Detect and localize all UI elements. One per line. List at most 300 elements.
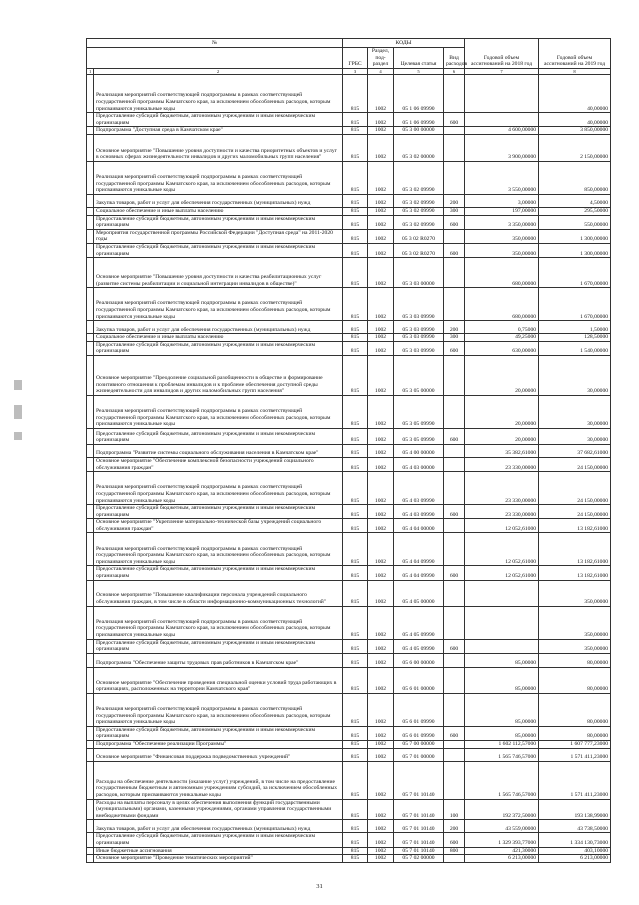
- row-razdel: 1002: [368, 444, 394, 457]
- row-expense-type: 300: [444, 207, 465, 215]
- row-name: Подпрограмма "Доступная среда в Камчатском крае": [94, 127, 343, 135]
- row-expense-type: [444, 580, 465, 606]
- row-grbs: 815: [343, 693, 368, 726]
- row-grbs: 815: [343, 243, 368, 257]
- table-row: [87, 127, 611, 135]
- row-razdel: 1002: [368, 341, 394, 355]
- row-target-article: 05 4 04 00000: [394, 519, 444, 533]
- table-row: [87, 472, 611, 505]
- row-amount-2019: 1 571 411,23000: [539, 748, 611, 761]
- row-amount-2018: 85,00000: [465, 693, 539, 726]
- row-grbs: 815: [343, 726, 368, 740]
- row-name: Реализация мероприятий соответствующей подпрограммы в рамках соответствующей государственной программы Камчатского края, за исключением обособленных расходов, которым присваиваются уникальные коды: [94, 161, 343, 194]
- row-amount-2019: 80,00000: [539, 653, 611, 667]
- row-name: Подпрограмма "Обеспечение реализации Программы": [94, 741, 343, 749]
- row-razdel: 1002: [368, 799, 394, 820]
- row-number-cell: [87, 161, 94, 194]
- row-razdel: 1002: [368, 833, 394, 847]
- row-name: Реализация мероприятий соответствующей подпрограммы в рамках соответствующей государственной программы Камчатского края, за исключением обособленных расходов, которым присваиваются уникальные коды: [94, 75, 343, 113]
- row-amount-2018: 1 565 746,57000: [465, 748, 539, 761]
- row-expense-type: 100: [444, 799, 465, 820]
- table-row: [87, 606, 611, 639]
- row-name: Реализация мероприятий соответствующей подпрограммы в рамках соответствующей государственной программы Камчатского края, за исключением обособленных расходов, которым присваиваются уникальные коды: [94, 472, 343, 505]
- row-expense-type: 600: [444, 215, 465, 229]
- row-expense-type: 300: [444, 334, 465, 342]
- row-razdel: 1002: [368, 127, 394, 135]
- row-number-cell: [87, 653, 94, 667]
- row-amount-2019: 1 670,00000: [539, 258, 611, 288]
- row-amount-2018: 49,25000: [465, 334, 539, 342]
- row-expense-type: [444, 134, 465, 161]
- row-amount-2019: 24 150,00000: [539, 505, 611, 519]
- row-grbs: 815: [343, 113, 368, 127]
- row-expense-type: [444, 161, 465, 194]
- row-grbs: 815: [343, 505, 368, 519]
- row-expense-type: 200: [444, 820, 465, 833]
- row-razdel: 1002: [368, 580, 394, 606]
- row-target-article: 05 3 02 09990: [394, 215, 444, 229]
- row-expense-type: 200: [444, 321, 465, 334]
- row-razdel: 1002: [368, 395, 394, 428]
- table-row: [87, 134, 611, 161]
- row-razdel: 1002: [368, 855, 394, 863]
- row-number-cell: [87, 566, 94, 580]
- row-amount-2018: 1 602 112,57000: [465, 741, 539, 749]
- row-target-article: 05 4 03 00000: [394, 457, 444, 471]
- table-row: [87, 161, 611, 194]
- row-number-cell: [87, 444, 94, 457]
- row-expense-type: [444, 606, 465, 639]
- row-amount-2018: [465, 113, 539, 127]
- table-row: [87, 75, 611, 113]
- row-expense-type: [444, 457, 465, 471]
- row-name: Подпрограмма "Развитие системы социального обслуживания населения в Камчатском крае": [94, 444, 343, 457]
- row-razdel: 1002: [368, 243, 394, 257]
- row-number-cell: [87, 229, 94, 243]
- row-number-cell: [87, 799, 94, 820]
- row-name: Основное мероприятие "Повышение уровня доступности и качества реабилитационных услуг (развитие системы реабилитации и социальной интеграции инвалидов в обществе)": [94, 258, 343, 288]
- table-row: [87, 258, 611, 288]
- row-amount-2019: 1 300,00000: [539, 229, 611, 243]
- row-target-article: 05 4 03 09990: [394, 472, 444, 505]
- row-target-article: 05 7 01 00000: [394, 748, 444, 761]
- row-amount-2019: 1 670,00000: [539, 288, 611, 321]
- row-amount-2019: 30,00000: [539, 355, 611, 395]
- row-expense-type: [444, 258, 465, 288]
- row-grbs: 815: [343, 215, 368, 229]
- row-target-article: 05 3 05 00000: [394, 355, 444, 395]
- row-grbs: 815: [343, 639, 368, 653]
- row-number-cell: [87, 820, 94, 833]
- row-expense-type: 200: [444, 194, 465, 207]
- row-target-article: 05 7 00 00000: [394, 741, 444, 749]
- row-amount-2019: 80,00000: [539, 726, 611, 740]
- table-row: [87, 395, 611, 428]
- row-number-cell: [87, 533, 94, 566]
- row-grbs: 815: [343, 472, 368, 505]
- row-razdel: 1002: [368, 693, 394, 726]
- table-row: [87, 194, 611, 207]
- row-name: Основное мероприятие "Проведение тематических мероприятий": [94, 855, 343, 863]
- row-amount-2018: 1 329 393,77000: [465, 833, 539, 847]
- row-razdel: 1002: [368, 161, 394, 194]
- row-target-article: 05 3 02 09990: [394, 194, 444, 207]
- row-target-article: 05 3 03 00000: [394, 258, 444, 288]
- row-razdel: 1002: [368, 288, 394, 321]
- row-name: Основное мероприятие "Финансовая поддержка подведомственных учреждений": [94, 748, 343, 761]
- row-name: Закупка товаров, работ и услуг для обеспечения государственных (муниципальных) нужд: [94, 820, 343, 833]
- row-razdel: 1002: [368, 748, 394, 761]
- row-number-cell: [87, 75, 94, 113]
- row-target-article: 05 7 01 10140: [394, 799, 444, 820]
- row-amount-2018: 197,00000: [465, 207, 539, 215]
- row-target-article: 05 3 02 09990: [394, 161, 444, 194]
- row-razdel: 1002: [368, 334, 394, 342]
- row-amount-2019: 1 300,00000: [539, 243, 611, 257]
- row-amount-2019: 80,00000: [539, 667, 611, 693]
- row-amount-2019: 1 334 130,73000: [539, 833, 611, 847]
- row-razdel: 1002: [368, 258, 394, 288]
- table-row: [87, 444, 611, 457]
- row-number-cell: [87, 741, 94, 749]
- row-expense-type: [444, 653, 465, 667]
- row-name: Основное мероприятие "Укрепление материально-технической базы учреждений социального обслуживания граждан": [94, 519, 343, 533]
- row-expense-type: [444, 355, 465, 395]
- table-row: [87, 321, 611, 334]
- row-amount-2018: 3 350,00000: [465, 215, 539, 229]
- row-grbs: 815: [343, 75, 368, 113]
- row-target-article: 05 3 05 09990: [394, 428, 444, 444]
- row-target-article: 05 7 02 00000: [394, 855, 444, 863]
- row-amount-2018: 6 213,00000: [465, 855, 539, 863]
- table-row: [87, 847, 611, 855]
- row-grbs: 815: [343, 847, 368, 855]
- row-expense-type: 600: [444, 726, 465, 740]
- row-name: Социальное обеспечение и иные выплаты населению: [94, 334, 343, 342]
- row-amount-2018: 421,30000: [465, 847, 539, 855]
- row-amount-2018: 85,00000: [465, 726, 539, 740]
- row-amount-2018: 1 565 746,57000: [465, 761, 539, 799]
- row-number-cell: [87, 855, 94, 863]
- row-amount-2018: 3 900,00000: [465, 134, 539, 161]
- row-grbs: 815: [343, 428, 368, 444]
- row-name: Предоставление субсидий бюджетным, автономным учреждениям и иным некоммерческим организациям: [94, 243, 343, 257]
- row-expense-type: [444, 288, 465, 321]
- row-grbs: 815: [343, 341, 368, 355]
- row-expense-type: 600: [444, 566, 465, 580]
- row-grbs: 815: [343, 207, 368, 215]
- row-name: Предоставление субсидий бюджетным, автономным учреждениям и иным некоммерческим организациям: [94, 639, 343, 653]
- row-grbs: 815: [343, 761, 368, 799]
- row-amount-2018: 23 330,00000: [465, 457, 539, 471]
- row-name: Предоставление субсидий бюджетным, автономным учреждениям и иным некоммерческим организациям: [94, 215, 343, 229]
- row-target-article: 05 3 05 09990: [394, 395, 444, 428]
- table-row: [87, 519, 611, 533]
- row-number-cell: [87, 321, 94, 334]
- row-amount-2019: 1 571 411,23000: [539, 761, 611, 799]
- row-name: Предоставление субсидий бюджетным, автономным учреждениям и иным некоммерческим организациям: [94, 428, 343, 444]
- row-expense-type: 600: [444, 833, 465, 847]
- row-razdel: 1002: [368, 566, 394, 580]
- row-number-cell: [87, 457, 94, 471]
- row-target-article: 05 4 00 00000: [394, 444, 444, 457]
- row-number-cell: [87, 243, 94, 257]
- row-grbs: 815: [343, 667, 368, 693]
- row-target-article: 05 4 04 09990: [394, 566, 444, 580]
- table-row: [87, 855, 611, 863]
- row-grbs: 815: [343, 799, 368, 820]
- table-row: [87, 833, 611, 847]
- table-row: [87, 288, 611, 321]
- row-razdel: 1002: [368, 606, 394, 639]
- row-grbs: 815: [343, 855, 368, 863]
- row-expense-type: 600: [444, 639, 465, 653]
- row-razdel: 1002: [368, 321, 394, 334]
- column-index: 7: [465, 68, 539, 74]
- row-grbs: 815: [343, 395, 368, 428]
- row-razdel: 1002: [368, 505, 394, 519]
- row-amount-2019: 128,50000: [539, 334, 611, 342]
- row-number-cell: [87, 472, 94, 505]
- row-name: Основное мероприятие "Обеспечение комплексной безопасности учреждений социального обслуживания граждан": [94, 457, 343, 471]
- row-amount-2018: 35 382,61000: [465, 444, 539, 457]
- budget-table: [86, 38, 611, 863]
- row-target-article: 05 6 00 00000: [394, 653, 444, 667]
- row-amount-2019: 80,00000: [539, 693, 611, 726]
- row-grbs: 815: [343, 127, 368, 135]
- row-number-cell: [87, 726, 94, 740]
- row-grbs: 815: [343, 566, 368, 580]
- row-expense-type: [444, 395, 465, 428]
- row-amount-2019: 13 182,61000: [539, 566, 611, 580]
- column-index: 1: [87, 68, 94, 74]
- row-amount-2019: 403,10000: [539, 847, 611, 855]
- row-number-cell: [87, 113, 94, 127]
- row-name: Реализация мероприятий соответствующей подпрограммы в рамках соответствующей государственной программы Камчатского края, за исключением обособленных расходов, которым присваиваются уникальные коды: [94, 693, 343, 726]
- table-row: [87, 229, 611, 243]
- row-grbs: 815: [343, 334, 368, 342]
- row-razdel: 1002: [368, 207, 394, 215]
- row-expense-type: [444, 519, 465, 533]
- row-amount-2019: 4,50000: [539, 194, 611, 207]
- row-amount-2018: 85,00000: [465, 653, 539, 667]
- row-name: Реализация мероприятий соответствующей подпрограммы в рамках соответствующей государственной программы Камчатского края, за исключением обособленных расходов, которым присваиваются уникальные коды: [94, 606, 343, 639]
- row-amount-2018: 12 052,61000: [465, 533, 539, 566]
- row-expense-type: 600: [444, 243, 465, 257]
- row-number-cell: [87, 693, 94, 726]
- row-grbs: 815: [343, 833, 368, 847]
- table-row: [87, 334, 611, 342]
- row-number-cell: [87, 505, 94, 519]
- row-amount-2018: 680,00000: [465, 258, 539, 288]
- row-amount-2019: 350,00000: [539, 580, 611, 606]
- row-grbs: 815: [343, 457, 368, 471]
- row-razdel: 1002: [368, 134, 394, 161]
- row-target-article: 05 6 01 00000: [394, 667, 444, 693]
- row-grbs: 815: [343, 580, 368, 606]
- row-target-article: 05 3 03 09990: [394, 321, 444, 334]
- row-name: Закупка товаров, работ и услуг для обеспечения государственных (муниципальных) нужд: [94, 321, 343, 334]
- row-amount-2018: 350,00000: [465, 229, 539, 243]
- row-amount-2018: [465, 580, 539, 606]
- row-number-cell: [87, 395, 94, 428]
- row-razdel: 1002: [368, 653, 394, 667]
- row-name: Иные бюджетные ассигнования: [94, 847, 343, 855]
- row-razdel: 1002: [368, 639, 394, 653]
- row-grbs: 815: [343, 444, 368, 457]
- row-name: Основное мероприятие "Повышение квалификации персонала учреждений социального обслуживания граждан, в том числе в области информационно-коммуникационных технологий": [94, 580, 343, 606]
- table-row: [87, 428, 611, 444]
- row-amount-2018: 12 052,61000: [465, 566, 539, 580]
- row-amount-2018: 85,00000: [465, 667, 539, 693]
- row-grbs: 815: [343, 533, 368, 566]
- header-number: №: [87, 39, 343, 48]
- row-amount-2018: 20,00000: [465, 428, 539, 444]
- row-amount-2019: 24 150,00000: [539, 472, 611, 505]
- row-target-article: 05 1 06 09990: [394, 113, 444, 127]
- row-target-article: 05 3 03 09990: [394, 288, 444, 321]
- row-number-cell: [87, 288, 94, 321]
- row-razdel: 1002: [368, 472, 394, 505]
- row-expense-type: 800: [444, 847, 465, 855]
- page-number: 31: [316, 883, 323, 890]
- row-number-cell: [87, 667, 94, 693]
- row-name: Предоставление субсидий бюджетным, автономным учреждениям и иным некоммерческим организациям: [94, 566, 343, 580]
- table-row: [87, 580, 611, 606]
- table-row: [87, 820, 611, 833]
- row-name: Предоставление субсидий бюджетным, автономным учреждениям и иным некоммерческим организациям: [94, 505, 343, 519]
- row-grbs: 815: [343, 741, 368, 749]
- row-expense-type: [444, 748, 465, 761]
- row-expense-type: [444, 229, 465, 243]
- row-number-cell: [87, 519, 94, 533]
- row-expense-type: [444, 75, 465, 113]
- column-index: 6: [444, 68, 465, 74]
- row-name: Мероприятия государственной программы Российской Федерации "Доступная среда" на 2011-2020 годы: [94, 229, 343, 243]
- row-target-article: 05 4 03 09990: [394, 505, 444, 519]
- row-grbs: 815: [343, 288, 368, 321]
- row-amount-2019: 40,00000: [539, 75, 611, 113]
- row-name: Основное мероприятие "Обеспечение проведения специальной оценки условий труда работающих в организациях, расположенных на территории Камчатского края": [94, 667, 343, 693]
- column-index: 5: [394, 68, 444, 74]
- row-number-cell: [87, 341, 94, 355]
- row-target-article: 05 4 05 09990: [394, 639, 444, 653]
- column-index: 2: [94, 68, 343, 74]
- row-name: Реализация мероприятий соответствующей подпрограммы в рамках соответствующей государственной программы Камчатского края, за исключением обособленных расходов, которым присваиваются уникальные коды: [94, 533, 343, 566]
- table-row: [87, 207, 611, 215]
- row-target-article: 05 4 04 09990: [394, 533, 444, 566]
- row-razdel: 1002: [368, 741, 394, 749]
- scan-artifact: [14, 380, 22, 390]
- table-row: [87, 748, 611, 761]
- table-row: [87, 693, 611, 726]
- table-row: [87, 505, 611, 519]
- column-index: 3: [343, 68, 368, 74]
- row-amount-2019: 13 182,61000: [539, 519, 611, 533]
- header-grbs: ГРБС: [343, 48, 368, 69]
- row-razdel: 1002: [368, 533, 394, 566]
- row-name: Реализация мероприятий соответствующей подпрограммы в рамках соответствующей государственной программы Камчатского края, за исключением обособленных расходов, которым присваиваются уникальные коды: [94, 288, 343, 321]
- row-target-article: 05 6 01 09990: [394, 693, 444, 726]
- row-target-article: 05 7 01 10140: [394, 833, 444, 847]
- row-amount-2019: 13 182,61000: [539, 533, 611, 566]
- row-expense-type: [444, 127, 465, 135]
- row-amount-2018: [465, 75, 539, 113]
- table-row: [87, 533, 611, 566]
- row-name: Предоставление субсидий бюджетным, автономным учреждениям и иным некоммерческим организациям: [94, 726, 343, 740]
- row-amount-2019: 37 682,61000: [539, 444, 611, 457]
- header-razdel: Раздел, под-раздел: [368, 48, 394, 69]
- row-amount-2019: 24 150,00000: [539, 457, 611, 471]
- row-amount-2019: 2 150,00000: [539, 134, 611, 161]
- header-codes: КОДЫ: [343, 39, 465, 48]
- row-amount-2018: 350,00000: [465, 243, 539, 257]
- row-razdel: 1002: [368, 820, 394, 833]
- row-grbs: 815: [343, 519, 368, 533]
- row-target-article: 05 4 05 09990: [394, 606, 444, 639]
- row-expense-type: [444, 855, 465, 863]
- row-razdel: 1002: [368, 519, 394, 533]
- row-amount-2019: 350,00000: [539, 639, 611, 653]
- row-amount-2019: 3 850,00000: [539, 127, 611, 135]
- row-amount-2019: 30,00000: [539, 428, 611, 444]
- row-target-article: 05 3 02 R0270: [394, 243, 444, 257]
- row-amount-2019: 40,00000: [539, 113, 611, 127]
- row-razdel: 1002: [368, 215, 394, 229]
- row-razdel: 1002: [368, 355, 394, 395]
- row-number-cell: [87, 580, 94, 606]
- row-amount-2018: 23 330,00000: [465, 472, 539, 505]
- column-index: 8: [539, 68, 611, 74]
- row-amount-2018: 43 559,00000: [465, 820, 539, 833]
- row-amount-2018: 192 372,50000: [465, 799, 539, 820]
- table-row: [87, 341, 611, 355]
- row-razdel: 1002: [368, 726, 394, 740]
- row-expense-type: [444, 533, 465, 566]
- row-target-article: 05 7 01 10140: [394, 820, 444, 833]
- row-target-article: 05 3 03 09990: [394, 334, 444, 342]
- row-target-article: 05 3 00 00000: [394, 127, 444, 135]
- row-number-cell: [87, 833, 94, 847]
- row-amount-2018: 3 550,00000: [465, 161, 539, 194]
- row-amount-2018: 4 600,00000: [465, 127, 539, 135]
- row-amount-2018: [465, 606, 539, 639]
- table-row: [87, 566, 611, 580]
- row-number-cell: [87, 847, 94, 855]
- table-row: [87, 113, 611, 127]
- row-target-article: 05 1 06 09990: [394, 75, 444, 113]
- row-number-cell: [87, 606, 94, 639]
- table-row: [87, 667, 611, 693]
- row-amount-2019: 6 213,00000: [539, 855, 611, 863]
- row-target-article: 05 7 01 10140: [394, 761, 444, 799]
- row-expense-type: 600: [444, 428, 465, 444]
- row-expense-type: [444, 444, 465, 457]
- row-amount-2018: 12 052,61000: [465, 519, 539, 533]
- row-razdel: 1002: [368, 75, 394, 113]
- row-amount-2018: 20,00000: [465, 355, 539, 395]
- row-amount-2019: 550,00000: [539, 215, 611, 229]
- table-row: [87, 243, 611, 257]
- row-amount-2019: 350,00000: [539, 606, 611, 639]
- row-number-cell: [87, 428, 94, 444]
- row-razdel: 1002: [368, 761, 394, 799]
- scan-artifact: [14, 432, 22, 440]
- row-grbs: 815: [343, 355, 368, 395]
- row-number-cell: [87, 194, 94, 207]
- row-target-article: 05 4 05 00000: [394, 580, 444, 606]
- row-expense-type: [444, 667, 465, 693]
